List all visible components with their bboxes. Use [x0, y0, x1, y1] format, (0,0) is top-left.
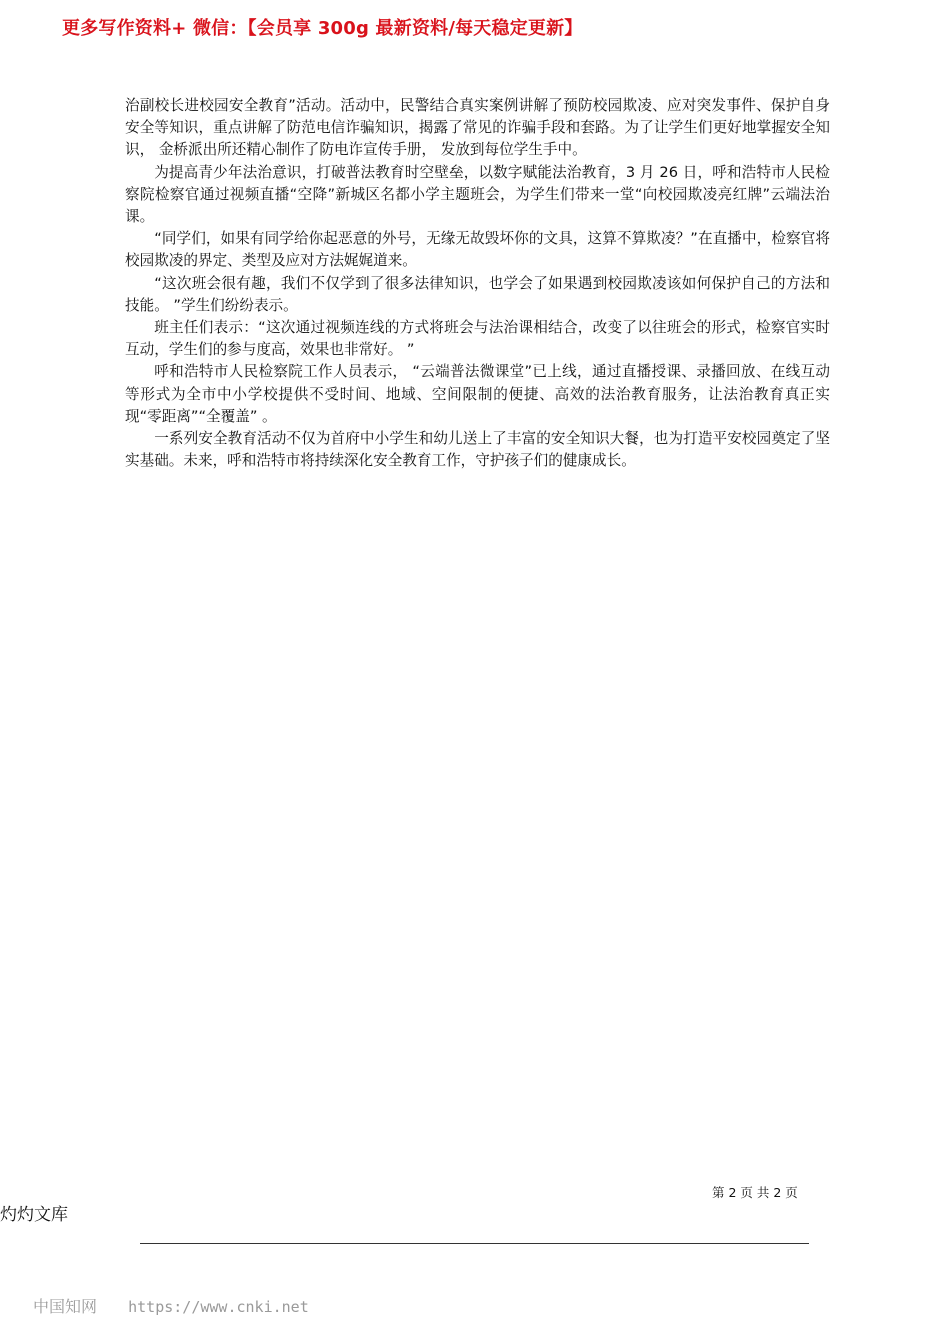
page-number: 第 2 页 共 2 页	[712, 1185, 798, 1200]
paragraph: “同学们，如果有同学给你起恶意的外号，无缘无故毁坏你的文具，这算不算欺凌？”在直播中，检察官将校园欺凌的界定、类型及应对方法娓娓道来。	[125, 230, 830, 270]
paragraph: 班主任们表示：“这次通过视频连线的方式将班会与法治课相结合，改变了以往班会的形式，检察官实时互动，学生们的参与度高，效果也非常好。 ”	[125, 319, 830, 359]
footer-divider	[140, 1243, 809, 1244]
paragraph: 为提高青少年法治意识，打破普法教育时空壁垒，以数字赋能法治教育，3 月 26 日，呼和浩特市人民检察院检察官通过视频直播“空降”新城区名都小学主题班会，为学生们带来一堂“向校园欺凌亮红牌”云端法治课。	[125, 163, 830, 226]
paragraph: 一系列安全教育活动不仅为首府中小学生和幼儿送上了丰富的安全知识大餐，也为打造平安校园奠定了坚实基础。未来，呼和浩特市将持续深化安全教育工作，守护孩子们的健康成长。	[125, 430, 830, 470]
watermark	[33, 1294, 309, 1317]
paragraph: 治副校长进校园安全教育”活动。活动中，民警结合真实案例讲解了预防校园欺凌、应对突发事件、保护自身安全等知识，重点讲解了防范电信诈骗知识，揭露了常见的诈骗手段和套路。为了让学生们更好地掌握安全知识， 金桥派出所还精心制作了防电诈宣传手册， 发放到每位学生手中。	[125, 97, 830, 159]
brand-name: 灼灼文库	[0, 1205, 68, 1225]
watermark-url: https://www.cnki.net	[128, 1298, 309, 1316]
paragraph: 呼和浩特市人民检察院工作人员表示， “云端普法微课堂”已上线，通过直播授课、录播回放、在线互动等形式为全市中小学校提供不受时间、地域、空间限制的便捷、高效的法治教育服务，让法治教育真正实现“零距离”“全覆盖” 。	[125, 363, 830, 425]
paragraph: “这次班会很有趣，我们不仅学到了很多法律知识，也学会了如果遇到校园欺凌该如何保护自己的方法和技能。 ”学生们纷纷表示。	[125, 274, 830, 314]
header-banner: 更多写作资料+ 微信：【会员享 300g 最新资料/每天稳定更新】	[62, 18, 583, 39]
watermark-name: 中国知网	[33, 1297, 98, 1316]
article-body	[125, 95, 830, 472]
